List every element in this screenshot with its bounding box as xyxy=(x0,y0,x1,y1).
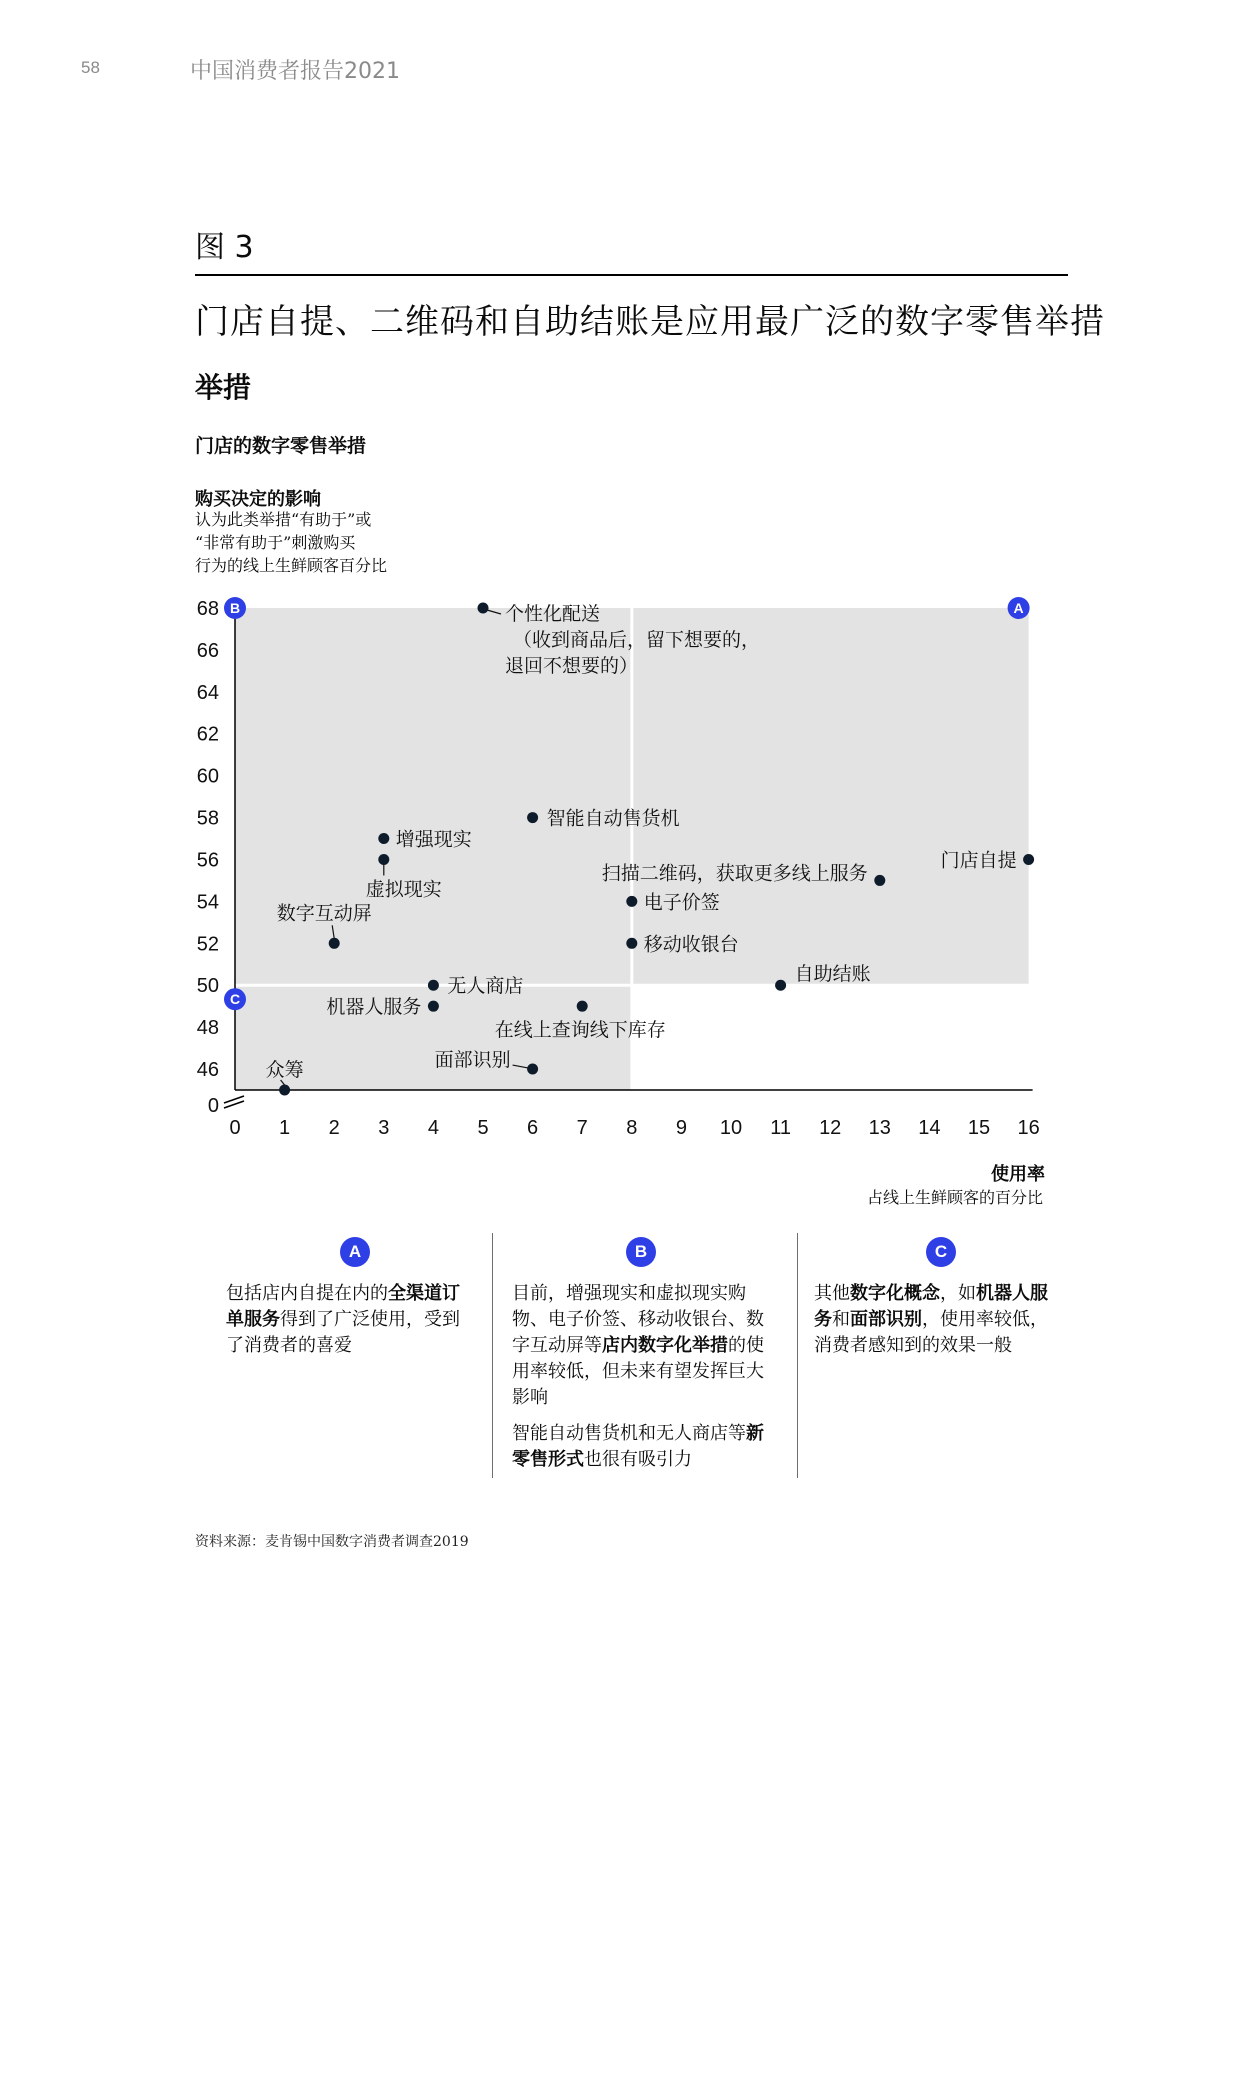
point-label: 个性化配送 xyxy=(505,603,601,625)
point-label: 增强现实 xyxy=(395,828,472,851)
point-label: 扫描二维码，获取更多线上服务 xyxy=(601,862,868,885)
data-point xyxy=(279,1085,290,1096)
quadrant-notes xyxy=(222,1233,1062,1483)
point-label: 数字互动屏 xyxy=(276,902,372,925)
badge-c: C xyxy=(926,1237,956,1267)
quadrant-badge-label: C xyxy=(229,991,241,1008)
point-label: 电子价签 xyxy=(643,891,720,914)
data-point xyxy=(775,980,786,991)
note-divider xyxy=(797,1233,798,1478)
y-axis-desc-line: 行为的线上生鲜顾客百分比 xyxy=(195,556,388,575)
y-tick-label: 64 xyxy=(196,681,219,704)
x-tick-label: 9 xyxy=(675,1117,687,1139)
data-point xyxy=(527,1064,538,1075)
x-tick-label: 6 xyxy=(527,1117,539,1139)
note-paragraph xyxy=(814,1281,1062,1359)
data-point xyxy=(478,603,489,614)
y-tick-label: 0 xyxy=(207,1095,219,1117)
badge-a: A xyxy=(340,1237,370,1267)
note-paragraph xyxy=(512,1421,774,1473)
note-emphasis: 数字化概念 xyxy=(850,1283,940,1304)
note-run: 目前，增强现实和虚拟现实购物、电子价签、移动收银台、数字互动屏等 xyxy=(512,1283,764,1356)
x-tick-label: 4 xyxy=(427,1117,439,1139)
point-label: 在线上查询线下库存 xyxy=(494,1019,666,1042)
x-tick-label: 13 xyxy=(868,1117,891,1139)
x-tick-label: 16 xyxy=(1017,1117,1040,1139)
source-note: 资料来源：麦肯锡中国数字消费者调查2019 xyxy=(195,1534,469,1550)
y-tick-label: 48 xyxy=(196,1017,219,1040)
quadrant-badge-label: B xyxy=(229,600,241,616)
data-point xyxy=(577,1001,588,1012)
data-point xyxy=(626,938,637,949)
x-axis-description: 占线上生鲜顾客的百分比 xyxy=(866,1188,1043,1207)
note-b-text xyxy=(512,1281,774,1483)
page-number: 58 xyxy=(81,58,100,77)
x-tick-label: 1 xyxy=(279,1117,291,1139)
note-run: 智能自动售货机和无人商店等 xyxy=(512,1423,746,1444)
y-tick-label: 52 xyxy=(196,933,219,956)
note-c-text xyxy=(814,1281,1062,1369)
note-run: 包括店内自提在内的 xyxy=(226,1283,388,1304)
note-run: 得到了广泛使用，受到了消费者的喜爱 xyxy=(226,1309,460,1356)
y-axis-title: 购买决定的影响 xyxy=(195,489,321,510)
note-emphasis: 机器人服务 xyxy=(814,1283,1048,1330)
y-tick-label: 66 xyxy=(196,639,219,662)
note-paragraph xyxy=(226,1281,470,1359)
note-run: 也很有吸引力 xyxy=(584,1449,692,1470)
point-label: 无人商店 xyxy=(447,975,524,998)
note-run: ，使用率较低，消费者感知到的效果一般 xyxy=(814,1309,1048,1356)
point-label: 虚拟现实 xyxy=(365,878,442,901)
data-point xyxy=(378,854,389,865)
data-point xyxy=(1023,854,1034,865)
y-tick-label: 62 xyxy=(196,723,219,746)
y-axis-desc-line: “非常有助于”刺激购买 xyxy=(195,533,356,552)
point-label: 移动收银台 xyxy=(643,933,739,956)
x-tick-label: 3 xyxy=(378,1117,390,1139)
point-label: 智能自动售货机 xyxy=(546,807,680,830)
x-tick-label: 11 xyxy=(770,1117,791,1139)
note-emphasis: 店内数字化举措 xyxy=(602,1335,728,1356)
x-tick-label: 10 xyxy=(719,1117,743,1139)
x-tick-label: 15 xyxy=(967,1117,991,1139)
y-tick-label: 58 xyxy=(196,807,219,830)
note-a-text xyxy=(226,1281,470,1369)
point-label: 自助结账 xyxy=(794,963,871,986)
note-run: ，如 xyxy=(940,1283,976,1304)
point-label: 面部识别 xyxy=(434,1049,511,1072)
note-run: 其他 xyxy=(814,1283,850,1304)
chart-title: 门店的数字零售举措 xyxy=(195,435,367,457)
x-tick-label: 7 xyxy=(576,1117,588,1139)
point-label: 退回不想要的） xyxy=(505,655,639,677)
point-label: 众筹 xyxy=(265,1059,304,1081)
data-point xyxy=(378,833,389,844)
data-point xyxy=(527,812,538,823)
data-point xyxy=(329,938,340,949)
figure-title: 门店自提、二维码和自助结账是应用最广泛的数字零售举措 xyxy=(195,302,1105,342)
point-label: 机器人服务 xyxy=(326,996,422,1019)
x-tick-label: 14 xyxy=(918,1117,941,1139)
y-tick-label: 54 xyxy=(196,891,219,914)
figure-label: 图 3 xyxy=(195,230,254,265)
x-tick-label: 12 xyxy=(819,1117,842,1139)
point-label: 门店自提 xyxy=(940,849,1017,872)
x-tick-label: 8 xyxy=(626,1117,638,1139)
y-tick-label: 46 xyxy=(196,1059,219,1082)
note-run: 的使用率较低，但未来有望发挥巨大影响 xyxy=(512,1335,764,1408)
x-tick-label: 2 xyxy=(328,1117,340,1139)
x-tick-label: 0 xyxy=(229,1117,241,1139)
y-tick-label: 60 xyxy=(196,765,219,788)
x-tick-label: 5 xyxy=(477,1117,489,1139)
data-point xyxy=(428,1001,439,1012)
note-emphasis: 新零售形式 xyxy=(512,1423,764,1470)
data-point xyxy=(626,896,637,907)
note-emphasis: 面部识别 xyxy=(850,1309,922,1330)
x-axis-title: 使用率 xyxy=(991,1164,1045,1185)
note-paragraph xyxy=(512,1281,774,1411)
data-point xyxy=(428,980,439,991)
y-tick-label: 50 xyxy=(196,975,219,998)
badge-b: B xyxy=(626,1237,656,1267)
y-tick-label: 68 xyxy=(196,598,219,620)
note-run: 和 xyxy=(832,1309,850,1330)
note-divider xyxy=(492,1233,493,1478)
y-tick-label: 56 xyxy=(196,849,219,872)
quadrant-badge-label: A xyxy=(1013,600,1024,616)
y-axis-desc-line: 认为此类举措“有助于”或 xyxy=(195,510,372,529)
point-label: （收到商品后，留下想要的， xyxy=(513,629,761,651)
running-header: 中国消费者报告2021 xyxy=(190,59,400,84)
data-point xyxy=(874,875,885,886)
note-emphasis: 全渠道订单服务 xyxy=(226,1283,460,1330)
figure-subtitle: 举措 xyxy=(195,371,252,404)
